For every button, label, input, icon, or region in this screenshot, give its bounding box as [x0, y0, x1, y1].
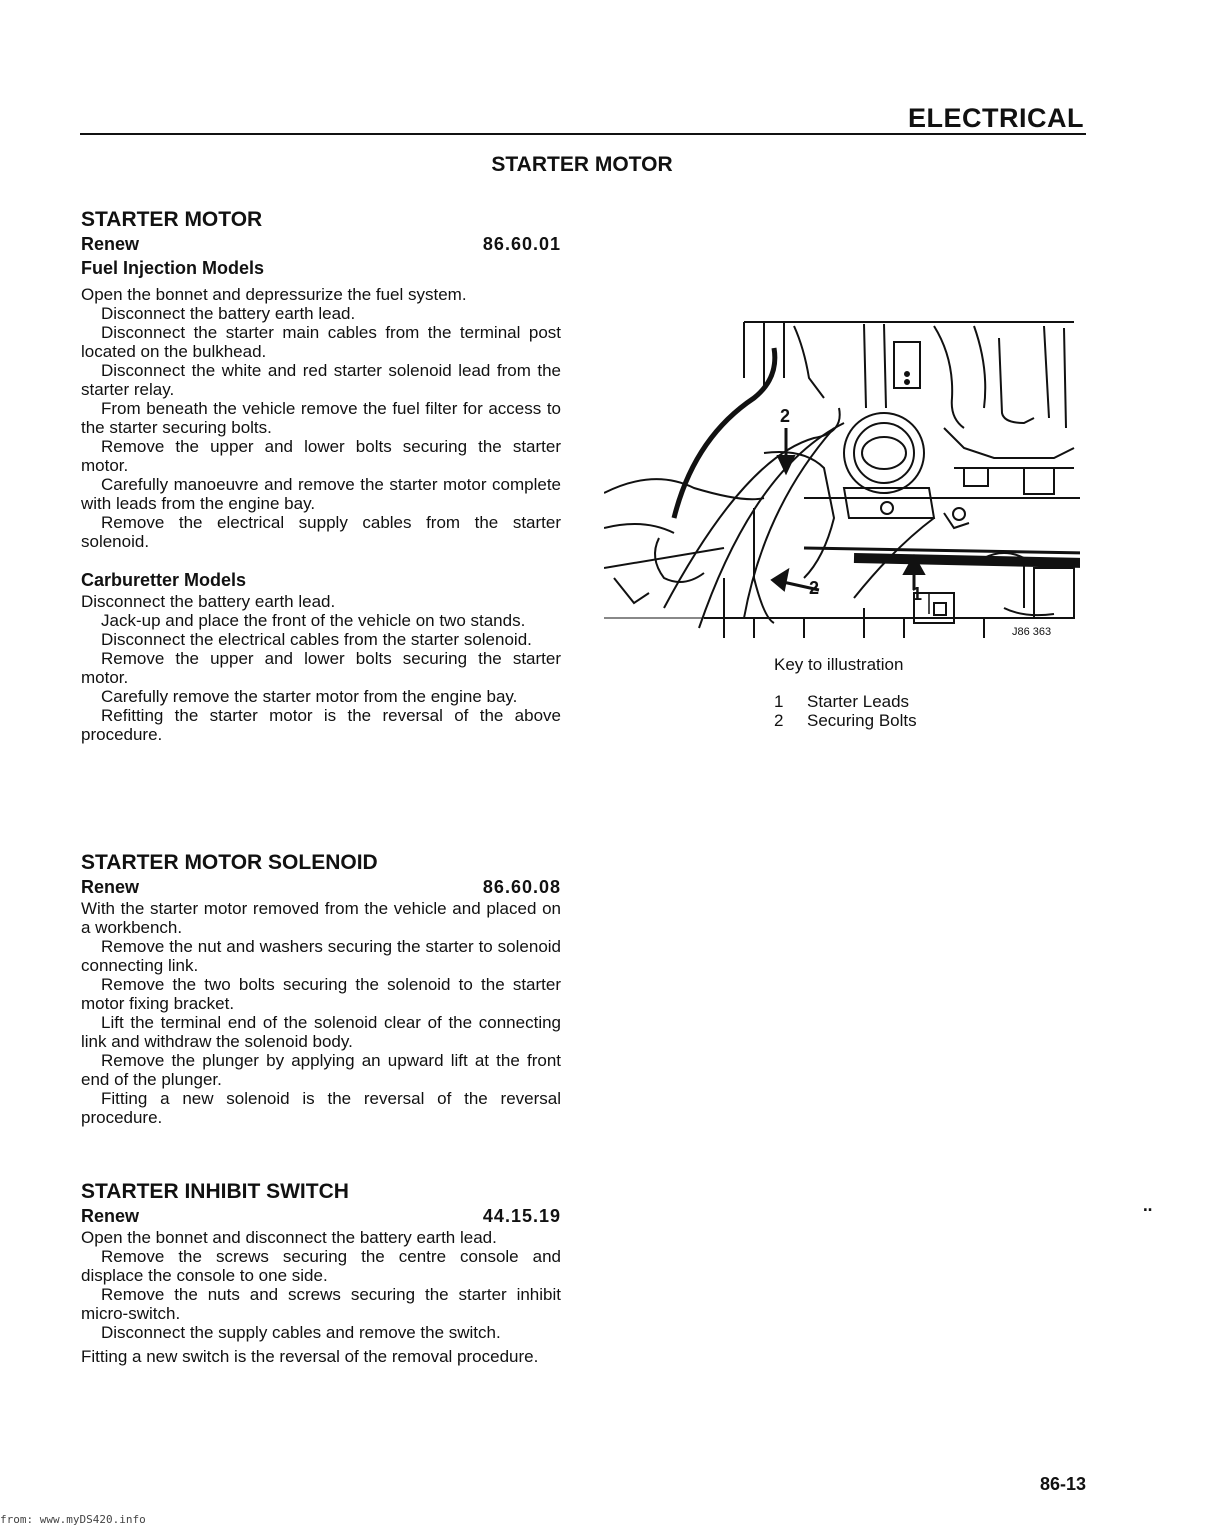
callout-label: 1 — [912, 584, 923, 604]
renew-row — [81, 232, 561, 256]
section-title: STARTER INHIBIT SWITCH — [81, 1180, 349, 1203]
paragraph: Remove the two bolts securing the solenoid to the starter motor fixing bracket. — [81, 975, 561, 1013]
paragraph: Remove the electrical supply cables from the starter solenoid. — [81, 513, 561, 551]
subsection-title: Fuel Injection Models — [81, 258, 265, 278]
paragraph: Remove the nut and washers securing the starter to solenoid connecting link. — [81, 937, 561, 975]
renew-label: Renew — [81, 234, 140, 254]
renew-label: Renew — [81, 1206, 140, 1226]
key-label: Securing Bolts — [807, 711, 917, 730]
key-number: 2 — [774, 711, 784, 730]
page-number: 86-13 — [1039, 1474, 1086, 1494]
paragraph: Fitting a new solenoid is the reversal of the reversal procedure. — [81, 1089, 561, 1127]
paragraph: From beneath the vehicle remove the fuel filter for access to the starter securing bolts. — [81, 399, 561, 437]
key-label: Starter Leads — [807, 692, 910, 711]
callout-label: 2 — [780, 406, 791, 426]
renew-row — [81, 875, 561, 899]
paragraph: Open the bonnet and depressurize the fuel system. — [81, 285, 467, 304]
section-title: STARTER MOTOR SOLENOID — [81, 851, 378, 874]
paragraph: Disconnect the battery earth lead. — [81, 592, 336, 611]
paragraph: Disconnect the starter main cables from the terminal post located on the bulkhead. — [81, 323, 561, 361]
key-item — [774, 711, 917, 730]
key-list — [774, 692, 917, 730]
paragraph: Disconnect the battery earth lead. — [101, 304, 356, 323]
section-starter-motor — [81, 208, 561, 744]
callout-label: 2 — [809, 578, 820, 598]
paragraph: Remove the nuts and screws securing the starter inhibit micro-switch. — [81, 1285, 561, 1323]
section-header: ELECTRICAL — [908, 103, 1084, 133]
operation-code: 86.60.08 — [482, 877, 561, 897]
figure-reference: J86 363 — [1012, 626, 1052, 638]
key-title: Key to illustration — [774, 655, 904, 674]
section-title: STARTER MOTOR — [81, 208, 263, 231]
renew-row — [81, 1204, 561, 1228]
paragraph: Remove the upper and lower bolts securing the starter motor. — [81, 649, 561, 687]
section-inhibit-switch — [81, 1180, 561, 1366]
paragraph: Refitting the starter motor is the reversal of the above procedure. — [81, 706, 561, 744]
paragraph: Remove the plunger by applying an upward lift at the front end of the plunger. — [81, 1051, 561, 1089]
paragraph: Disconnect the supply cables and remove the switch. — [101, 1323, 501, 1342]
page-title: STARTER MOTOR — [491, 153, 673, 176]
operation-code: 86.60.01 — [482, 234, 561, 254]
paragraph: Carefully manoeuvre and remove the starter motor complete with leads from the engine bay. — [81, 475, 561, 513]
paragraph: Disconnect the electrical cables from the starter solenoid. — [101, 630, 532, 649]
paragraph: Jack-up and place the front of the vehicle on two stands. — [101, 611, 526, 630]
paragraph: Carefully remove the starter motor from the engine bay. — [101, 687, 518, 706]
subsection-title: Carburetter Models — [81, 570, 247, 590]
scan-speck: ‥ — [1143, 1198, 1153, 1214]
watermark: from: www.myDS420.info — [0, 1513, 146, 1526]
header-rule — [80, 133, 1086, 135]
paragraph: Disconnect the white and red starter solenoid lead from the starter relay. — [81, 361, 561, 399]
key-item — [774, 692, 917, 711]
paragraph: Open the bonnet and disconnect the battery earth lead. — [81, 1228, 497, 1247]
paragraph: Lift the terminal end of the solenoid clear of the connecting link and withdraw the solenoid body. — [81, 1013, 561, 1051]
paragraph: With the starter motor removed from the vehicle and placed on a workbench. — [81, 899, 561, 937]
paragraph: Remove the upper and lower bolts securing the starter motor. — [81, 437, 561, 475]
key-number: 1 — [774, 692, 784, 711]
operation-code: 44.15.19 — [482, 1206, 561, 1226]
renew-label: Renew — [81, 877, 140, 897]
paragraph: Remove the screws securing the centre console and displace the console to one side. — [81, 1247, 561, 1285]
section-starter-solenoid — [81, 851, 561, 1127]
paragraph: Fitting a new switch is the reversal of the removal procedure. — [81, 1347, 539, 1366]
engine-illustration — [604, 318, 1080, 642]
